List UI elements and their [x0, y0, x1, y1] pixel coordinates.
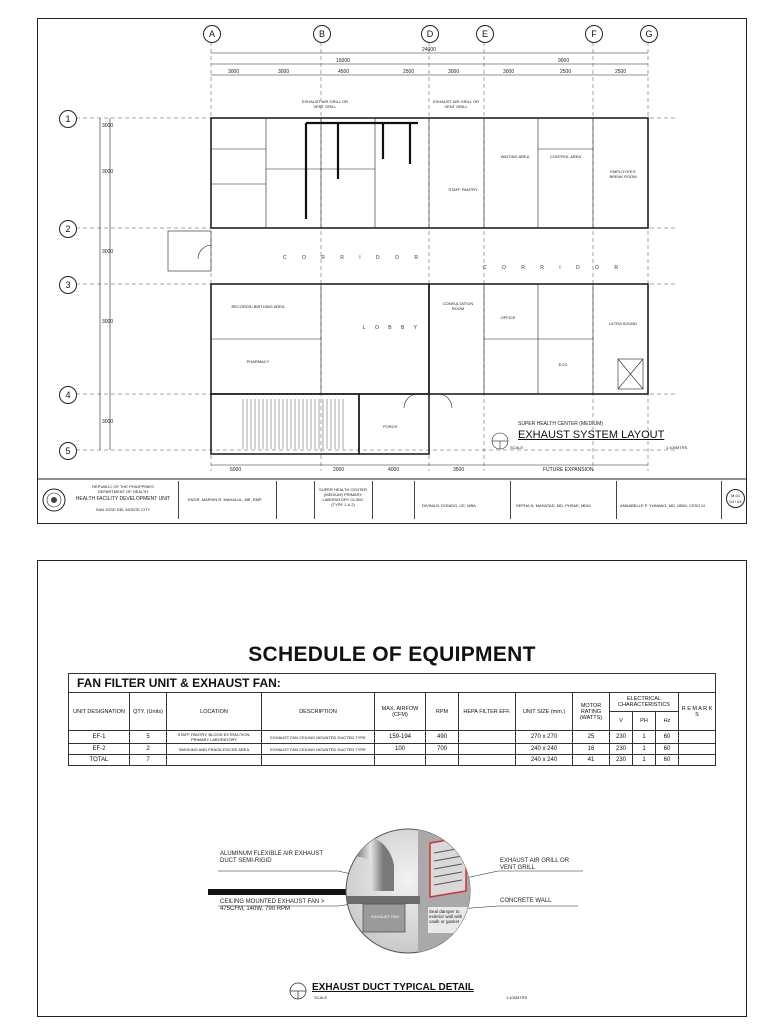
cell-qty: 2	[130, 744, 167, 755]
room-ultrasound: ULTRA SOUND	[608, 321, 638, 326]
col-motor: MOTOR RATING (WATTS)	[573, 693, 610, 731]
cell-hz: 60	[656, 755, 679, 766]
agency-line3: SAN JOSE DEL MONTE CITY	[95, 507, 151, 512]
room-control: CONTROL AREA	[549, 154, 582, 159]
cell-rpm: 490	[426, 731, 459, 744]
cell-location: SMOKING AND FRAGILES/CEE AREA	[167, 744, 262, 755]
col-hepa: HEPA FILTER EFF.	[459, 693, 516, 731]
grid-row-4: 4	[59, 386, 77, 404]
room-office: OFFICE	[500, 315, 516, 320]
room-staff-pantry: STAFF PANTRY	[448, 187, 478, 192]
sheet-number-badge	[726, 489, 745, 508]
cell-v: 230	[610, 731, 633, 744]
dim-left: 3000	[102, 319, 114, 325]
scale-value: 1:100MTRS	[666, 445, 688, 450]
approver-2: SEPHA N. MAHATAD, MD, PHSAE, MDM	[516, 503, 591, 508]
grid-row-1: 1	[59, 110, 77, 128]
exhaust-layout-sheet	[37, 18, 747, 524]
callout-grill: EXHAUST AIR GRILL OR VENT GRILL	[500, 858, 570, 871]
agency-line2: DEPARTMENT OF HEALTH	[97, 489, 149, 494]
agency-line1: REPUBLIC OF THE PHILIPPINES	[92, 484, 154, 489]
cell-unit: EF-2	[69, 744, 130, 755]
agency-unit: HEALTH FACILITY DEVELOPMENT UNIT	[75, 496, 171, 502]
cell-ph: 1	[633, 731, 656, 744]
porch-label: PORCH	[383, 424, 398, 429]
col-v: V	[610, 712, 633, 731]
cell-motor: 25	[573, 731, 610, 744]
cell-airflow: 100	[375, 744, 426, 755]
col-airflow: MAX. AIRFOW (CFM)	[375, 693, 426, 731]
cell-v: 230	[610, 744, 633, 755]
col-location: LOCATION	[167, 693, 262, 731]
grid-col-f: F	[585, 25, 603, 43]
grid-row-3: 3	[59, 276, 77, 294]
cell-description: EXHAUST FAN CEILING MOUNTED DUCTED TYPE	[262, 731, 375, 744]
grid-col-d: D	[421, 25, 439, 43]
room-ecg: ECG	[558, 362, 568, 367]
col-rpm: RPM	[426, 693, 459, 731]
grid-row-5: 5	[59, 442, 77, 460]
corridor-label: C O R R I D O R	[483, 265, 625, 271]
dim-seg: 3000	[503, 69, 515, 75]
detail-scale-label: SCALE	[314, 995, 328, 1000]
cell-v: 230	[610, 755, 633, 766]
dim-left: 3000	[102, 123, 114, 129]
callout-ceiling-fan: CEILING MOUNTED EXHAUST FAN > 475CFM, 140W, 790 RPM	[220, 899, 325, 912]
dim-seg: 2500	[403, 69, 415, 75]
schedule-title: SCHEDULE OF EQUIPMENT	[248, 643, 536, 666]
tb-divider	[314, 481, 315, 519]
schedule-sheet	[37, 560, 747, 1017]
tb-divider	[372, 481, 373, 519]
grid-col-e: E	[476, 25, 494, 43]
sheet-of: 04 / 04	[729, 499, 742, 504]
col-qty: QTY. (Units)	[130, 693, 167, 731]
cell-size: 240 x 240	[516, 755, 573, 766]
cell-hz: 60	[656, 731, 679, 744]
cell-motor: 41	[573, 755, 610, 766]
col-electrical: ELECTRICAL CHARACTERISTICS	[610, 693, 679, 712]
sheet-no: M-01	[730, 493, 741, 498]
col-remarks: R E M A R K S	[679, 693, 716, 731]
designer-name: ENGR. MARVIN R. MAHALUL, ME, RMP	[188, 497, 262, 502]
fan-label: EXHAUST FAN	[371, 914, 399, 919]
room-waiting: WAITING AREA	[500, 154, 530, 159]
cell-location: STAFF PANTRY, BLOOD EXTRACTION, PRIMARY LABORATORY	[167, 731, 262, 744]
room-consultation: CONSULTATION ROOM	[442, 301, 474, 311]
room-records: RECORDS/ BIRTHING AREA	[231, 304, 285, 309]
dim-left: 3000	[102, 419, 114, 425]
col-ph: PH	[633, 712, 656, 731]
corridor-label: C O R R I D O R	[283, 255, 425, 261]
callout-seal: Seal damper to exterior wall with caulk or gasket	[429, 909, 463, 924]
col-unit: UNIT DESIGNATION	[69, 693, 130, 731]
cell-description: EXHAUST FAN CEILING MOUNTED DUCTED TYPE	[262, 744, 375, 755]
doh-seal-icon	[42, 488, 66, 512]
floor-plan-drawing	[38, 19, 746, 523]
exhaust-grill-callout: EXHAUST AIR GRILL OR VENT GRILL	[432, 99, 479, 109]
tb-divider	[178, 481, 179, 519]
cell-qty: 7	[130, 755, 167, 766]
dim-seg: 3000	[228, 69, 240, 75]
project-name: SUPER HEALTH CENTER (MEDIUM) PRIMARY LABORATORY CLINIC (TYPE 1 & 2)	[319, 487, 367, 507]
dim-bottom: 2000	[333, 467, 345, 473]
cell-airflow: 159-194	[375, 731, 426, 744]
dim-seg: 4500	[338, 69, 350, 75]
title-block	[38, 481, 746, 521]
cell-unit: EF-1	[69, 731, 130, 744]
dim-seg: 3000	[278, 69, 290, 75]
col-description: DESCRIPTION	[262, 693, 375, 731]
dim-bottom-future: FUTURE EXPANSION	[543, 467, 594, 473]
dim-bottom: 4000	[388, 467, 400, 473]
cell-rpm: 700	[426, 744, 459, 755]
dim-bottom: 6000	[230, 467, 242, 473]
lobby-label: L O B B Y	[363, 325, 421, 331]
exhaust-duct-detail-drawing	[38, 561, 746, 1016]
cell-motor: 16	[573, 744, 610, 755]
cell-size: 270 x 270	[516, 731, 573, 744]
tb-divider	[414, 481, 415, 519]
tb-divider	[616, 481, 617, 519]
callout-concrete: CONCRETE WALL	[500, 898, 552, 904]
grid-col-g: G	[640, 25, 658, 43]
callout-flex-duct: ALUMINUM FLEXIBLE AIR EXHAUST DUCT SEMI-RIGID	[220, 851, 323, 864]
room-employees: EMPLOYEE'S BREAK ROOM	[609, 169, 637, 179]
dim-overall: 24000	[422, 47, 436, 53]
room-pharmacy: PHARMACY	[246, 359, 270, 364]
tb-divider	[510, 481, 511, 519]
dim-left: 3000	[102, 169, 114, 175]
project-label: SUPER HEALTH CENTER (MEDIUM)	[518, 421, 603, 427]
tb-divider	[721, 481, 722, 519]
layout-title: EXHAUST SYSTEM LAYOUT	[518, 429, 665, 441]
dim-seg: 2500	[615, 69, 627, 75]
dim-right-span: 9000	[558, 58, 570, 64]
dim-seg: 2500	[560, 69, 572, 75]
cell-hz: 60	[656, 744, 679, 755]
table-caption: FAN FILTER UNIT & EXHAUST FAN:	[69, 674, 716, 693]
dim-left: 3000	[102, 249, 114, 255]
grid-col-b: B	[313, 25, 331, 43]
exhaust-grill-callout: EXHAUST AIR GRILL OR VENT GRILL	[301, 99, 348, 109]
approver-3: ANNABELLE P. YUMANG, MD, MDM, CESO III	[620, 503, 705, 508]
scale-label: SCALE	[510, 445, 524, 450]
cell-ph: 1	[633, 755, 656, 766]
detail-title: EXHAUST DUCT TYPICAL DETAIL	[312, 982, 474, 993]
cell-qty: 5	[130, 731, 167, 744]
dim-seg: 3000	[448, 69, 460, 75]
dim-left-span: 15000	[336, 58, 350, 64]
grid-col-a: A	[203, 25, 221, 43]
dim-bottom: 3500	[453, 467, 465, 473]
cell-size: 240 x 240	[516, 744, 573, 755]
grid-row-2: 2	[59, 220, 77, 238]
col-size: UNIT SIZE (mm.)	[516, 693, 573, 731]
approver-1: DIVINA B. DONIDO, CE, MBA	[422, 503, 476, 508]
cell-ph: 1	[633, 744, 656, 755]
tb-divider	[276, 481, 277, 519]
col-hz: Hz	[656, 712, 679, 731]
cell-unit: TOTAL	[69, 755, 130, 766]
detail-scale-value: 1:100MTRS	[506, 995, 528, 1000]
